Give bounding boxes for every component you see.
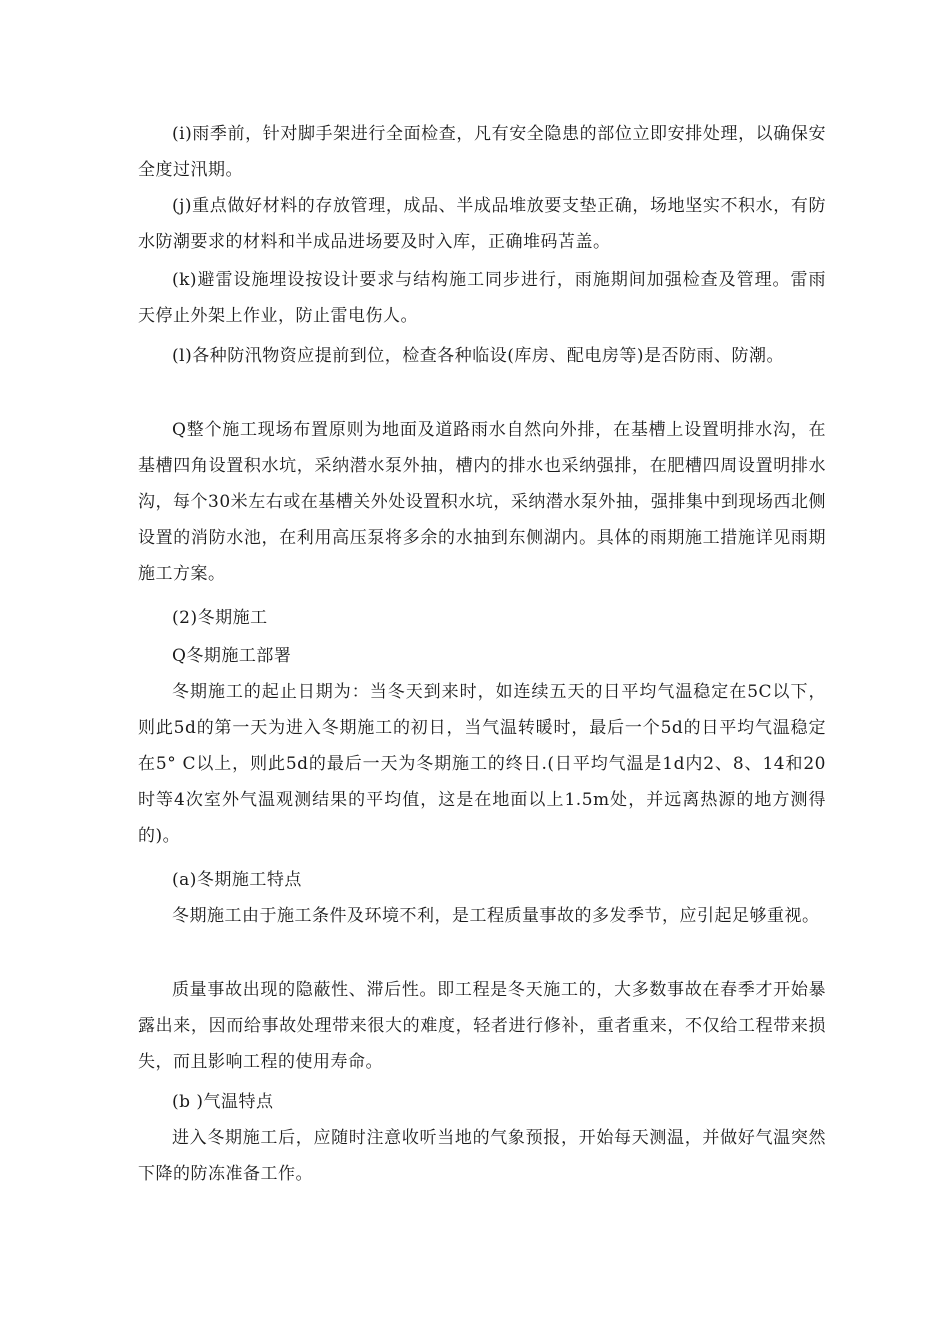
paragraph-l: (l)各种防汛物资应提前到位，检查各种临设(库房、配电房等)是否防雨、防潮。 xyxy=(172,346,784,366)
section-heading-winter: (2)冬期施工 xyxy=(172,608,268,628)
paragraph-quality-accidents: 质量事故出现的隐蔽性、滞后性。即工程是冬天施工的，大多数事故在春季才开始暴露出来，因而给事故处理带来很大的难度，轻者进行修补，重者重来，不仅给工程带来损失，而且影响工程的使用寿命。 xyxy=(138,980,826,1072)
paragraph-drainage: Q整个施工现场布置原则为地面及道路雨水自然向外排，在基槽上设置明排水沟，在基槽四角设置积水坑，采纳潜水泵外抽，槽内的排水也采纳强排，在肥槽四周设置明排水沟，每个30米左右或在基槽关外处设置积水坑，采纳潜水泵外抽，强排集中到现场西北侧设置的消防水池，在利用高压泵将多余的水抽到东侧湖内。具体的雨期施工措施详见雨期施工方案。 xyxy=(138,420,826,584)
paragraph-k: (k)避雷设施埋设按设计要求与结构施工同步进行，雨施期间加强检查及管理。雷雨天停止外架上作业，防止雷电伤人。 xyxy=(138,270,826,326)
subheading-temperature: (b )气温特点 xyxy=(172,1092,274,1112)
paragraph-i: (i)雨季前，针对脚手架进行全面检查，凡有安全隐患的部位立即安排处理，以确保安全度过汛期。 xyxy=(138,124,826,180)
paragraph-temperature: 进入冬期施工后，应随时注意收听当地的气象预报，开始每天测温，并做好气温突然下降的防冻准备工作。 xyxy=(138,1128,826,1184)
subheading-winter-deployment: Q冬期施工部署 xyxy=(172,646,292,666)
paragraph-j: (j)重点做好材料的存放管理，成品、半成品堆放要支垫正确，场地坚实不积水，有防水防潮要求的材料和半成品进场要及时入库，正确堆码苫盖。 xyxy=(138,196,826,252)
subheading-winter-features: (a)冬期施工特点 xyxy=(172,870,302,890)
paragraph-winter-dates: 冬期施工的起止日期为：当冬天到来时，如连续五天的日平均气温稳定在5C以下，则此5d的第一天为进入冬期施工的初日，当气温转暖时，最后一个5d的日平均气温稳定在5° C以上，则此5d的最后一天为冬期施工的终日.(日平均气温是1d内2、8、14和20时等4次室外气温观测结果的平均值，这是在地面以上1.5m处，并远离热源的地方测得的)。 xyxy=(138,682,826,846)
paragraph-winter-features: 冬期施工由于施工条件及环境不利，是工程质量事故的多发季节，应引起足够重视。 xyxy=(172,906,820,926)
